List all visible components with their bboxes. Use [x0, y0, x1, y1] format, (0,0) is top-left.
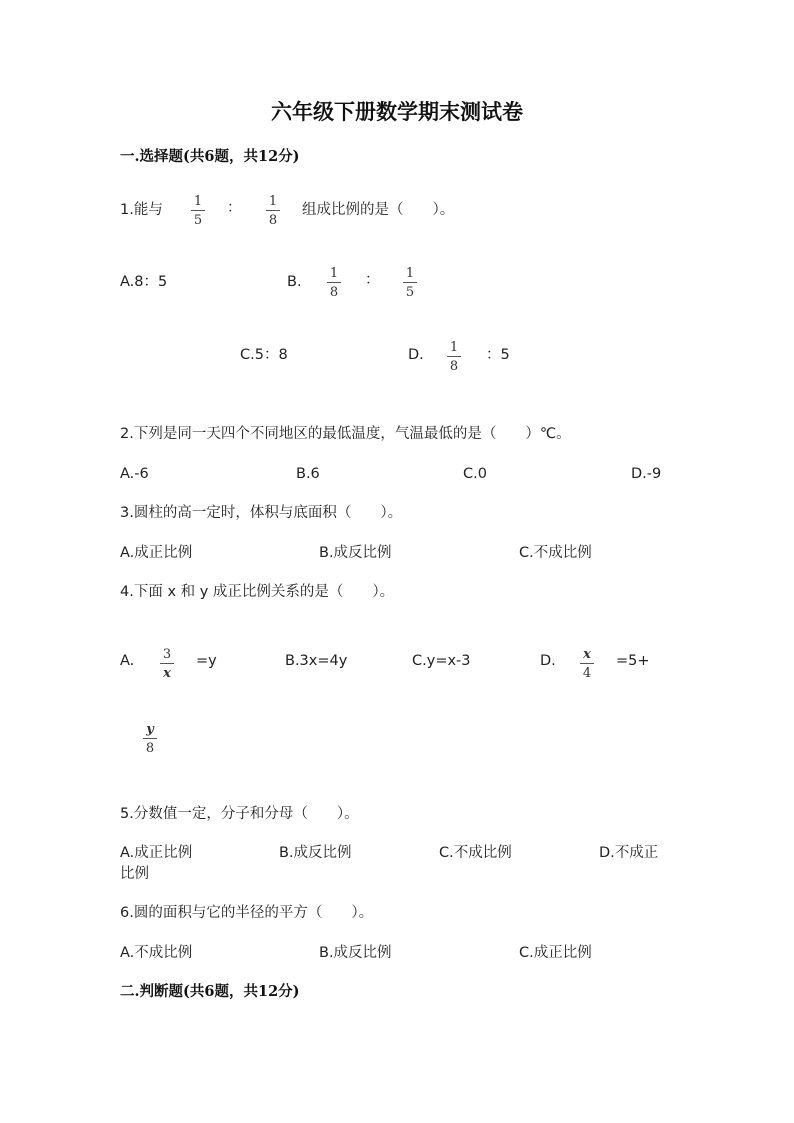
section-2-heading: 二.判断题(共6题，共12分) [120, 983, 300, 1000]
q4-option-d-fraction [577, 647, 597, 681]
q1-option-c[interactable]: C.5：8 [240, 347, 288, 363]
q1-option-d-fraction-num: 1 [449, 340, 459, 355]
fraction-bar [447, 356, 461, 357]
q5-stem: 5.分数值一定，分子和分母（ ）。 [120, 806, 359, 822]
q1-option-b-fraction-b [400, 266, 420, 300]
q1-option-b-fraction-b-den: 5 [405, 285, 415, 300]
q5-option-b[interactable]: B.成反比例 [279, 845, 352, 861]
q1-option-d-fraction-den: 8 [449, 359, 459, 374]
q5-option-a[interactable]: A.成正比例 [120, 845, 193, 861]
fraction-bar [160, 663, 174, 664]
q4-option-d-label[interactable]: D. [540, 653, 556, 669]
q6-stem: 6.圆的面积与它的半径的平方（ ）。 [120, 905, 374, 921]
q1-option-b-fraction-a-den: 8 [329, 285, 339, 300]
q2-stem: 2.下列是同一天四个不同地区的最低温度，气温最低的是（ ）℃。 [120, 426, 571, 442]
q3-option-a[interactable]: A.成正比例 [120, 545, 193, 561]
q1-fraction-a [188, 194, 208, 228]
q1-option-b-label[interactable]: B. [287, 274, 302, 290]
q1-option-a[interactable]: A.8：5 [120, 274, 168, 290]
q1-option-d-label[interactable]: D. [408, 347, 424, 363]
q1-option-b-fraction-a-num: 1 [329, 266, 339, 281]
q4-option-d-tail: =5+ [616, 653, 650, 669]
q2-option-b[interactable]: B.6 [296, 466, 320, 482]
q6-option-a[interactable]: A.不成比例 [120, 945, 193, 961]
q4-option-a-label[interactable]: A. [120, 653, 135, 669]
q1-fraction-b-den: 8 [268, 213, 278, 228]
q4-option-c[interactable]: C.y=x-3 [412, 653, 471, 669]
q4-option-a-fraction-den: x [163, 666, 171, 681]
q4-option-d-fraction-2-num: y [146, 722, 154, 737]
q3-option-c[interactable]: C.不成比例 [519, 545, 592, 561]
q4-option-a-fraction [157, 647, 177, 681]
q5-option-c[interactable]: C.不成比例 [439, 845, 512, 861]
q2-option-d[interactable]: D.-9 [631, 466, 662, 482]
fraction-bar [327, 282, 341, 283]
q4-option-a-tail: =y [196, 653, 217, 669]
q1-fraction-a-num: 1 [193, 194, 203, 209]
section-1-heading: 一.选择题(共6题，共12分) [120, 148, 300, 165]
q1-option-b-fraction-b-num: 1 [405, 266, 415, 281]
q3-option-b[interactable]: B.成反比例 [319, 545, 392, 561]
q1-fraction-b-num: 1 [268, 194, 278, 209]
q4-option-d-fraction-2-den: 8 [145, 741, 155, 756]
page-title: 六年级下册数学期末测试卷 [271, 99, 523, 124]
q1-option-b-colon: ： [365, 272, 380, 288]
q1-prefix: 1.能与 [120, 202, 163, 218]
q4-option-d-fraction-den: 4 [582, 666, 592, 681]
q1-option-d-fraction [444, 340, 464, 374]
q6-option-b[interactable]: B.成反比例 [319, 945, 392, 961]
q3-stem: 3.圆柱的高一定时，体积与底面积（ ）。 [120, 505, 403, 521]
fraction-bar [266, 210, 280, 211]
q4-option-d-fraction-2 [140, 722, 160, 756]
q1-suffix: 组成比例的是（ ）。 [302, 202, 455, 218]
q5-option-d-wrap: 比例 [120, 866, 149, 882]
q5-option-d[interactable]: D.不成正 [599, 845, 659, 861]
q1-colon: ： [227, 200, 242, 216]
q2-option-a[interactable]: A.-6 [120, 466, 149, 482]
fraction-bar [143, 738, 157, 739]
q4-option-d-fraction-num: x [583, 647, 591, 662]
fraction-bar [191, 210, 205, 211]
q4-option-b[interactable]: B.3x=4y [285, 653, 348, 669]
q1-fraction-a-den: 5 [193, 213, 203, 228]
q1-fraction-b [263, 194, 283, 228]
q1-option-d-tail: ：5 [486, 347, 510, 363]
q4-stem: 4.下面 x 和 y 成正比例关系的是（ ）。 [120, 584, 395, 600]
q6-option-c[interactable]: C.成正比例 [519, 945, 592, 961]
fraction-bar [580, 663, 594, 664]
q2-option-c[interactable]: C.0 [463, 466, 487, 482]
q1-option-b-fraction-a [324, 266, 344, 300]
fraction-bar [403, 282, 417, 283]
q4-option-a-fraction-num: 3 [162, 647, 172, 662]
